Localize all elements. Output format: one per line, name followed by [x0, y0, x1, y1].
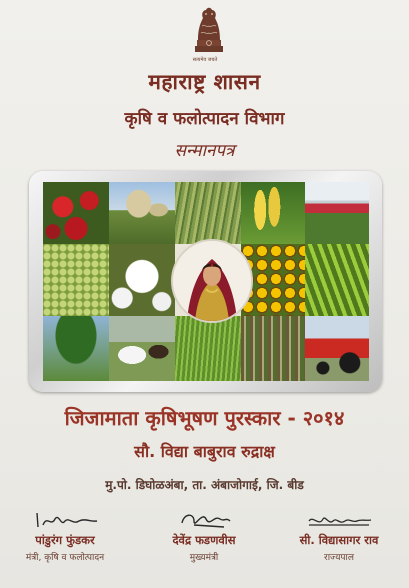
sorghum-tile [109, 182, 175, 244]
department-title: कृषि व फलोत्पादन विभाग [124, 109, 285, 129]
cattle-tile [109, 316, 175, 381]
rice-tile [175, 316, 241, 381]
portrait-jijamata [173, 241, 251, 321]
signature-governor [299, 509, 379, 531]
emblem-motto: सत्यमेव जयते [192, 57, 218, 63]
government-title: महाराष्ट्र शासन [148, 70, 261, 94]
greenhouse-tile [305, 182, 369, 244]
maize-tile [241, 182, 305, 244]
wheat-tile [175, 182, 241, 244]
tomato-tile [43, 182, 109, 244]
signatory-role: मंत्री, कृषि व फलोत्पादन [25, 553, 105, 563]
coconut-palm-tile [43, 316, 109, 381]
signatory-role: राज्यपाल [324, 553, 354, 563]
signatory-role: मुख्यमंत्री [189, 553, 219, 563]
document-type-title: सन्मानपत्र [174, 141, 235, 161]
signature-chief-minister [164, 509, 244, 531]
signatory-governor [269, 509, 409, 563]
recipient-address: मु.पो. डिघोळअंबा, ता. अंबाजोगाई, जि. बीड [105, 478, 304, 492]
recipient-name: सौ. विद्या बाबुराव रुद्राक्ष [134, 442, 275, 461]
signatory-name: सी. विद्यासागर राव [299, 533, 379, 547]
signatory-name: देवेंद्र फडणवीस [172, 533, 236, 547]
signatory-minister [0, 509, 135, 563]
cotton-tile [109, 244, 175, 316]
grapes-tile [43, 244, 109, 316]
tractor-tile [305, 316, 369, 381]
award-title: जिजामाता कृषिभूषण पुरस्कार - २०१४ [64, 406, 345, 430]
ashoka-emblem-icon [189, 2, 229, 56]
signatory-name: पांडुरंग फुंडकर [35, 533, 95, 547]
signature-minister [25, 509, 105, 531]
sugarcane-tile [241, 316, 305, 381]
beans-tile [305, 244, 369, 316]
signatory-chief-minister [134, 509, 274, 563]
